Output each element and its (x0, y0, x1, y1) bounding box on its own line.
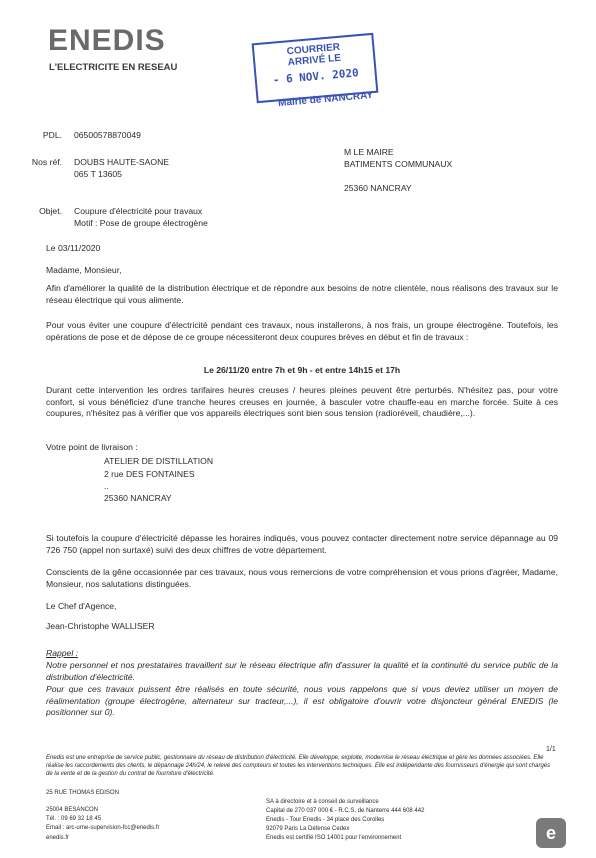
paragraph-2: Pour vous éviter une coupure d'électricité pendant ces travaux, nous installerons, à nos frais, un groupe électrogène. Toutefois, les opérations de pose et de dépose de ce groupe nécessiteront deux coupures brèves en début et fin de travaux : (46, 320, 558, 342)
footer-web: enedis.fr (46, 835, 70, 841)
delivery-line2: 2 rue DES FONTAINES (104, 469, 195, 479)
letter-date: Le 03/11/2020 (46, 243, 101, 253)
stamp-line1: COURRIER (286, 41, 341, 58)
footer-about: Enedis est une entreprise de service public, gestionnaire du réseau de distribution d'électricité. Elle développe, exploite, modernise le réseau électrique et gère les données associées. Elle réalise les raccordements des clients, le dépannage 24h/24, le relevé des compteurs et toutes les interventions techniques. Elle est indépendante des fournisseurs d'énergie qui sont chargés de la vente et de la gestion du contrat de fourniture d'électricité. (46, 755, 551, 777)
objet-line2: Motif : Pose de groupe électrogène (74, 218, 208, 228)
footer-legal-3: Enedis - Tour Enedis - 34 place des Corolles (266, 817, 385, 823)
nosref-line1: DOUBS HAUTE-SAONE (74, 157, 170, 167)
stamp-line2: ARRIVÉ LE (287, 52, 342, 69)
pdl-value: 06500578870049 (74, 130, 141, 140)
footer-email: Email : arc-urne-supervision-fcc@enedis.fr (46, 825, 160, 831)
nosref-line2: 065 T 13605 (74, 169, 122, 179)
page-number: 1/1 (546, 746, 556, 753)
footer-legal-2: Capital de 270 037 000 € - R.C.S. de Nanterre 444 608 442 (266, 808, 425, 814)
footer-address-2: 25004 BESANCON (46, 807, 99, 813)
paragraph-3: Durant cette intervention les ordres tarifaires heures creuses / heures pleines peuvent être perturbés. N'hésitez pas, pour votre confort, si vous bénéficiez d'une tranche heures creuses en journée, à basculer votre chauffe-eau en marche forcée. Suite à ces coupures, n'hésitez pas à vérifier que vos appareils électriques sont bien sous tension (radioréveil, chaudière,...). (46, 385, 558, 418)
footer-legal-1: SA à directoire et à conseil de surveillance (266, 799, 379, 805)
footer-legal-4: 92079 Paris La Défense Cedex (266, 826, 350, 832)
rappel-title: Rappel : (46, 648, 79, 658)
schedule: Le 26/11/20 entre 7h et 9h - et entre 14h15 et 17h (203, 365, 401, 375)
paragraph-4: Si toutefois la coupure d'électricité dépasse les horaires indiqués, vous pouvez contacter directement notre service dépannage au 09 726 750 (appel non surtaxé) suivi des deux chiffres de votre département. (46, 533, 558, 555)
enedis-logo-icon: e (536, 818, 566, 848)
paragraph-1: Afin d'améliorer la qualité de la distribution électrique et de répondre aux besoins de notre clientèle, nous réalisons des travaux sur le réseau électrique qui vous alimente. (46, 283, 558, 305)
pdl-label: PDL. (42, 130, 62, 140)
footer-address-1: 25 RUE THOMAS EDISON (46, 790, 119, 796)
delivery-line1: ATELIER DE DISTILLATION (104, 456, 214, 466)
signoff: Le Chef d'Agence, (46, 601, 117, 611)
delivery-label: Votre point de livraison : (46, 442, 138, 452)
rappel-paragraph-2: Pour que ces travaux puissent être réalisés en toute sécurité, nous vous rappelons que si vous deviez utiliser un moyen de réalimentation (groupe électrogène, alternateur sur tracteur,...), il est obligatoire d'ouvrir votre disjoncteur général ENEDIS (le positionner sur 0). (46, 684, 558, 717)
signer: Jean-Christophe WALLISER (46, 621, 155, 631)
objet-line1: Coupure d'électricité pour travaux (74, 206, 203, 216)
tagline: L'ELECTRICITE EN RESEAU (49, 62, 178, 73)
objet-label: Objet. (39, 206, 62, 216)
company-logo: ENEDIS (48, 24, 166, 57)
footer-legal-5: Enedis est certifié ISO 14001 pour l'environnement (266, 835, 402, 841)
recipient-line3: 25360 NANCRAY (344, 183, 412, 193)
rappel-paragraph-1: Notre personnel et nos prestataires travaillent sur le réseau électrique afin d'assurer la qualité et la continuité du service public de la distribution d'électricité. (46, 660, 558, 682)
paragraph-5: Conscients de la gêne occasionnée par ces travaux, nous vous remercions de votre compréhension et vous prions d'agréer, Madame, Monsieur, nos salutations distinguées. (46, 567, 558, 589)
greeting: Madame, Monsieur, (46, 265, 122, 275)
delivery-line3: .. (104, 481, 109, 491)
nosref-label: Nos réf. (31, 157, 62, 167)
delivery-line4: 25360 NANCRAY (104, 493, 172, 503)
footer-tel: Tél. : 09 69 32 18 45 (46, 816, 102, 822)
recipient-line1: M LE MAIRE (344, 147, 394, 157)
stamp-signature: Mairie de NANCRAY (277, 89, 374, 110)
stamp-date: - 6 NOV. 2020 (272, 66, 360, 87)
recipient-line2: BATIMENTS COMMUNAUX (344, 159, 453, 169)
